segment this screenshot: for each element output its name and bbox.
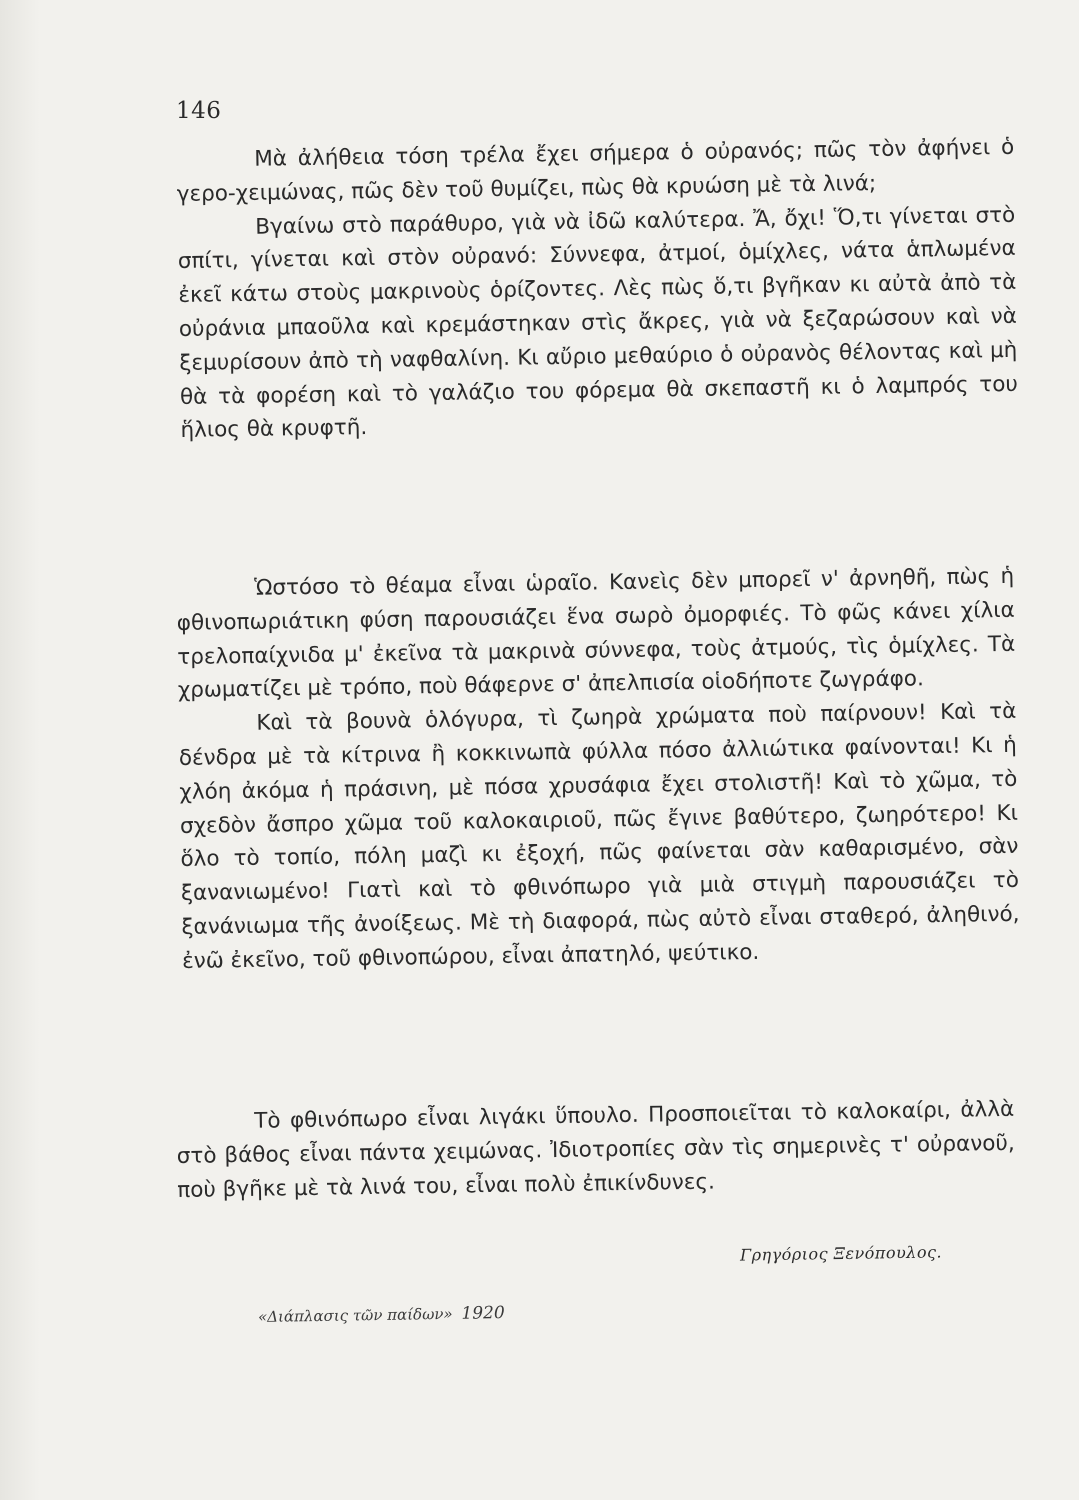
source-year: 1920 <box>461 1303 505 1324</box>
text-block-1 <box>176 131 1019 448</box>
source-citation <box>258 1303 505 1327</box>
paragraph-5: Τὸ φθινόπωρο εἶναι λιγάκι ὕπουλο. Προσποιεῖται τὸ καλοκαίρι, ἀλλὰ στὸ βάθος εἶναι πάντα χειμώνας. Ἰδιοτροπίες σὰν τὶς σημερινὲς τ' οὐρανοῦ, ποὺ βγῆκε μὲ τὰ λινά του, εἶναι πολὺ ἐπικίνδυνες. <box>176 1096 1015 1203</box>
paragraph-3: Ὡστόσο τὸ θέαμα εἶναι ὡραῖο. Κανεὶς δὲν μπορεῖ ν' ἀρνηθῆ, πὼς ἡ φθινοπωριάτικη φύση παρουσιάζει ἕνα σωρὸ ὀμορφιές. Τὸ φῶς κάνει χίλια τρελοπαίχνιδα μ' ἐκεῖνα τὰ μακρινὰ σύννεφα, τοὺς ἀτμούς, τὶς ὁμίχλες. Τὰ χρωματίζει μὲ τρόπο, ποὺ θάφερνε σ' ἀπελπισία οἱοδήποτε ζωγράφο. <box>176 563 1016 704</box>
text-block-2 <box>176 560 1020 979</box>
page-edge-shadow <box>0 0 40 1500</box>
author-signature: Γρηγόριος Ξενόπουλος. <box>739 1242 943 1265</box>
paragraph-4: Καὶ τὰ βουνὰ ὁλόγυρα, τὶ ζωηρὰ χρώματα ποὺ παίρνουν! Καὶ τὰ δένδρα μὲ τὰ κίτρινα ἢ κοκκινωπὰ φύλλα πόσο ἀλλιώτικα φαίνονται! Κι ἡ χλόη ἀκόμα ἡ πράσινη, μὲ πόσα χρυσάφια ἔχει στολιστῆ! Καὶ τὸ χῶμα, τὸ σχεδὸν ἄσπρο χῶμα τοῦ καλοκαιριοῦ, πῶς ἔγινε βαθύτερο, ζωηρότερο! Κι ὅλο τὸ τοπίο, πόλη μαζὶ κι ἐξοχή, πῶς φαίνεται σὰν καθαρισμένο, σὰν ξανανιωμένο! Γιατὶ καὶ τὸ φθινόπωρο γιὰ μιὰ στιγμὴ παρουσιάζει τὸ ξανάνιωμα τῆς ἀνοίξεως. Μὲ τὴ διαφορά, πὼς αὐτὸ εἶναι σταθερό, ἀληθινό, ἐνῶ ἐκεῖνο, τοῦ φθινοπώρου, εἶναι ἀπατηλό, ψεύτικο. <box>178 699 1020 974</box>
page-number: 146 <box>176 98 222 124</box>
paragraph-1: Μὰ ἀλήθεια τόση τρέλα ἔχει σήμερα ὁ οὐρανός; πῶς τὸν ἀφήνει ὁ γερο-χειμώνας, πῶς δὲν τοῦ θυμίζει, πὼς θὰ κρυώση μὲ τὰ λινά; <box>176 134 1015 207</box>
paragraph-2: Βγαίνω στὸ παράθυρο, γιὰ νὰ ἰδῶ καλύτερα. Ἄ, ὄχι! Ὅ,τι γίνεται στὸ σπίτι, γίνεται καὶ στὸν οὐρανό: Σύννεφα, ἀτμοί, ὁμίχλες, νάτα ἁπλωμένα ἐκεῖ κάτω στοὺς μακρινοὺς ὁρίζοντες. Λὲς πὼς ὅ,τι βγῆκαν κι αὐτὰ ἀπὸ τὰ οὐράνια μπαοῦλα καὶ κρεμάστηκαν στὶς ἄκρες, γιὰ νὰ ξεζαρώσουν καὶ νὰ ξεμυρίσουν ἀπὸ τὴ ναφθαλίνη. Κι αὔριο μεθαύριο ὁ οὐρανὸς θέλοντας καὶ μὴ θὰ τὰ φορέση καὶ τὸ γαλάζιο του φόρεμα θὰ σκεπαστῆ κι ὁ λαμπρός του ἥλιος θὰ κρυφτῆ. <box>177 202 1019 444</box>
text-block-3 <box>176 1093 1015 1208</box>
source-title: «Διάπλασις τῶν παίδων» <box>257 1304 453 1326</box>
